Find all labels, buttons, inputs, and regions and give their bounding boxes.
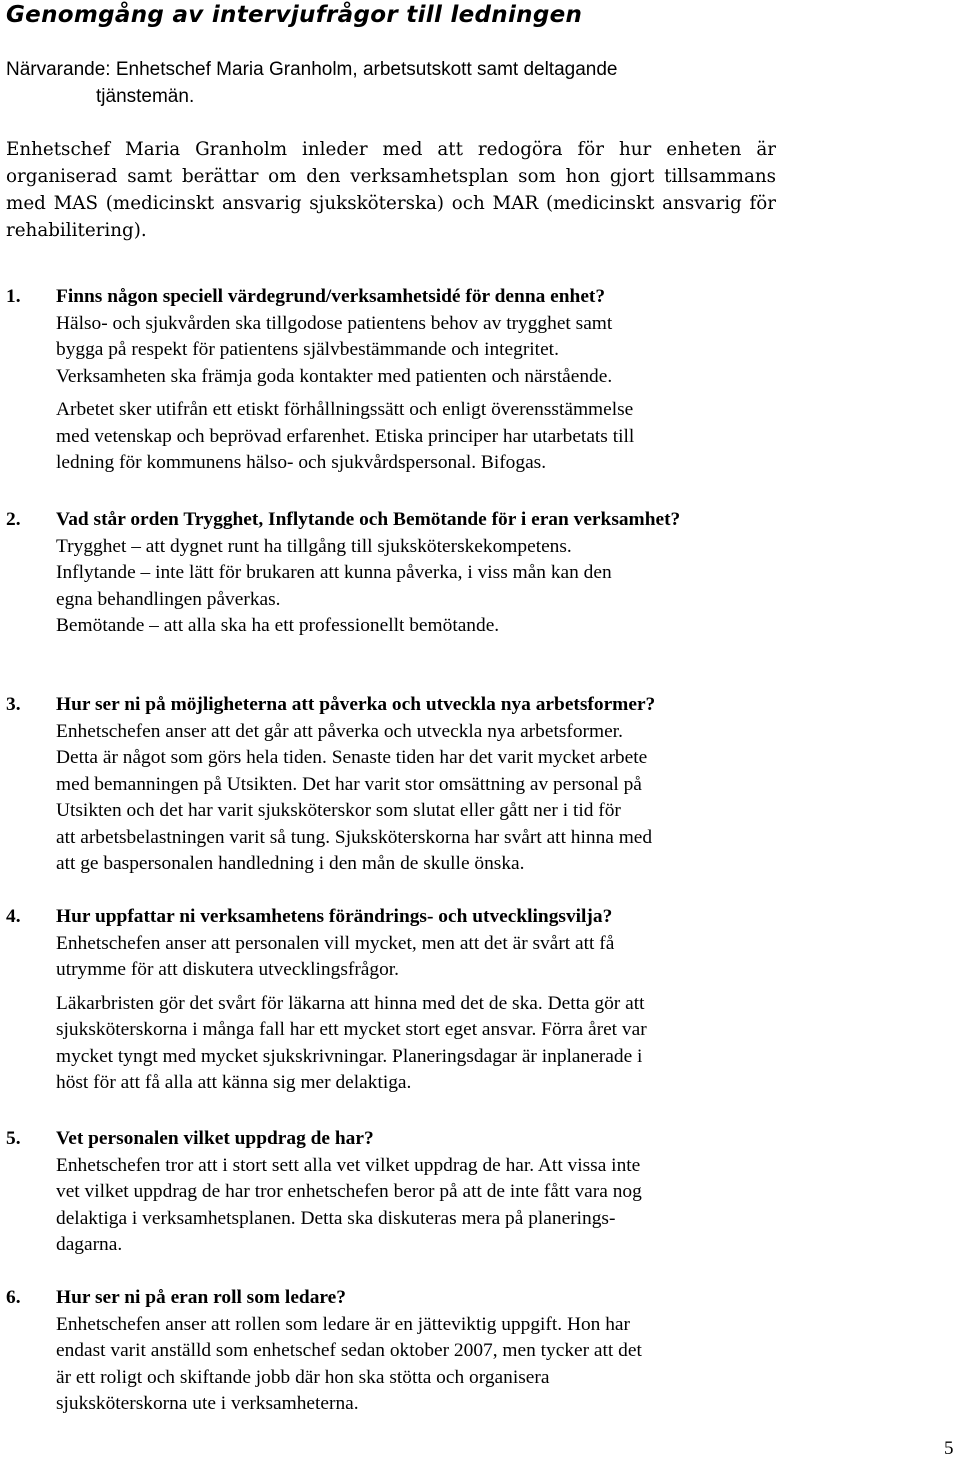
document-title: Genomgång av intervjufrågor till ledningen: [6, 2, 583, 28]
question-text: Hur ser ni på eran roll som ledare?: [56, 1287, 346, 1308]
question-text: Hur uppfattar ni verksamhetens förändrings- och utvecklingsvilja?: [56, 906, 613, 927]
question-number: 1.: [6, 286, 21, 307]
answer-paragraph: Enhetschefen tror att i stort sett alla vet vilket uppdrag de har. Att vissa inte vet vilket uppdrag de har tror enhetschefen beror på att de inte fått vara nog delaktiga i verksamhetsplanen. Detta ska diskuteras mera på planerings- dagarna.: [56, 1154, 642, 1255]
question-number: 6.: [6, 1287, 21, 1308]
question-number: 5.: [6, 1128, 21, 1149]
question-number: 2.: [6, 509, 21, 530]
section-4: [6, 904, 786, 1097]
attendees-line: [6, 56, 766, 110]
question-number: 3.: [6, 694, 21, 715]
question-text: Vad står orden Trygghet, Inflytande och Bemötande för i eran verksamhet?: [56, 509, 681, 530]
answer-paragraph: Enhetschefen anser att personalen vill mycket, men att det är svårt att få utrymme för att diskutera utvecklingsfrågor.: [56, 932, 615, 980]
section-1: [6, 284, 786, 477]
intro-paragraph: Enhetschef Maria Granholm inleder med att redogöra för hur enheten är organiserad samt berättar om den verksamhetsplan som hon gjort tillsammans med MAS (medicinskt ansvarig sjuksköterska) och MAR (medicinskt ansvarig för rehabilitering).: [6, 139, 776, 241]
attendees-text-2: tjänstemän.: [96, 86, 195, 107]
section-5: [6, 1126, 786, 1259]
section-3: [6, 692, 786, 878]
answer-paragraph: Trygghet – att dygnet runt ha tillgång till sjuksköterskekompetens. Inflytande – inte lätt för brukaren att kunna påverka, i viss mån kan den egna behandlingen påverkas. Bemötande – att alla ska ha ett professionellt bemötande.: [56, 535, 612, 636]
answer-paragraph: Arbetet sker utifrån ett etiskt förhållningssätt och enligt överensstämmelse med vetenskap och beprövad erfarenhet. Etiska principer har utarbetats till ledning för kommunens hälso- och sjukvårdspersonal. Bifogas.: [56, 399, 635, 473]
question-text: Hur ser ni på möjligheterna att påverka och utveckla nya arbetsformer?: [56, 694, 656, 715]
question-text: Finns någon speciell värdegrund/verksamhetsidé för denna enhet?: [56, 286, 606, 307]
question-text: Vet personalen vilket uppdrag de har?: [56, 1128, 374, 1149]
question-number: 4.: [6, 906, 21, 927]
answer-paragraph: Hälso- och sjukvården ska tillgodose patientens behov av trygghet samt bygga på respekt för patientens självbestämmande och integritet. Verksamheten ska främja goda kontakter med patienten och närstående.: [56, 312, 613, 387]
answer-paragraph: Enhetschefen anser att det går att påverka och utveckla nya arbetsformer. Detta är något som görs hela tiden. Senaste tiden har det varit mycket arbete med bemanningen på Utsikten. Det har varit stor omsättning av personal på Utsikten och det har varit sjuksköterskor som slutat eller gått ner i tid för att arbetsbelastningen varit så tung. Sjuksköterskorna har svårt att hinna med att ge baspersonalen handledning i den mån de skulle önska.: [56, 720, 653, 874]
page-number: 5: [944, 1438, 954, 1459]
section-6: [6, 1285, 786, 1418]
section-2: [6, 507, 786, 640]
attendees-text-1: Närvarande: Enhetschef Maria Granholm, arbetsutskott samt deltagande: [6, 59, 618, 80]
answer-paragraph: Läkarbristen gör det svårt för läkarna att hinna med det de ska. Detta gör att sjuksköterskorna i många fall har ett mycket stort eget ansvar. Förra året var mycket tyngt med mycket sjukskrivningar. Planeringsdagar är inplanerade i höst för att få alla att känna sig mer delaktiga.: [56, 992, 647, 1093]
answer-paragraph: Enhetschefen anser att rollen som ledare är en jätteviktig uppgift. Hon har endast varit anställd som enhetschef sedan oktober 2007, men tycker att det är ett roligt och skiftande jobb där hon ska stötta och organisera sjuksköterskorna ute i verksamheterna.: [56, 1313, 642, 1414]
